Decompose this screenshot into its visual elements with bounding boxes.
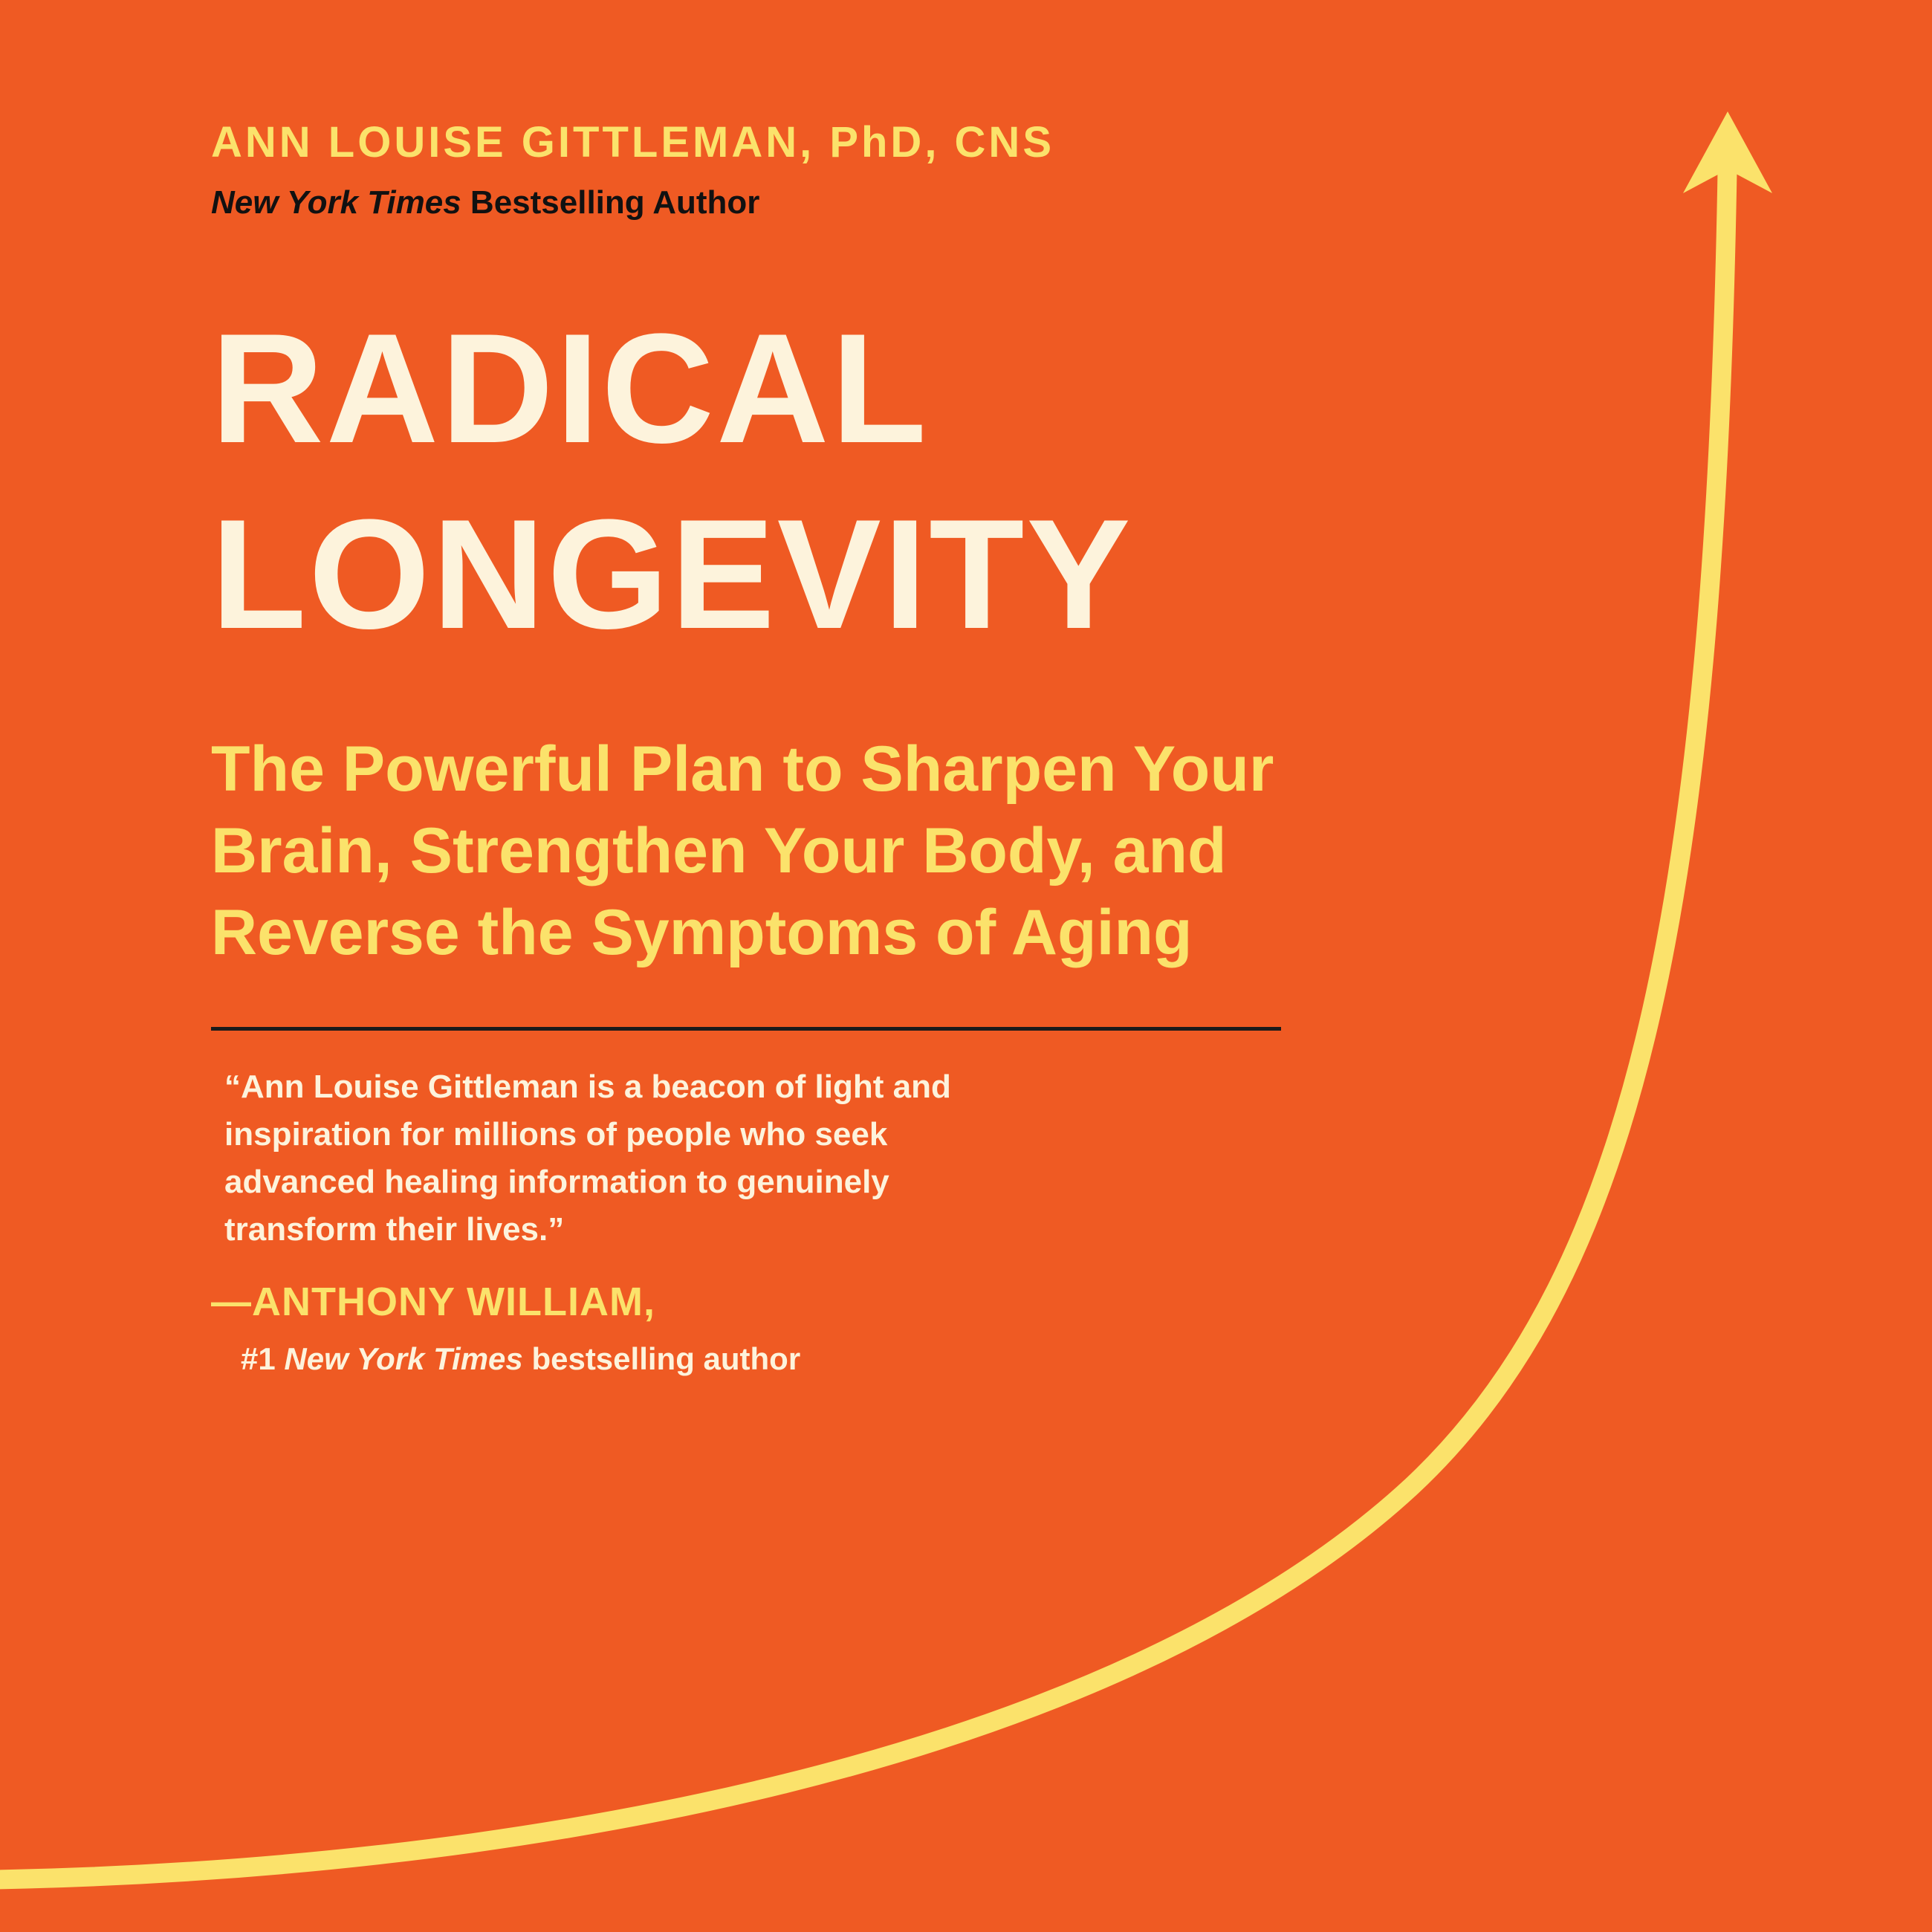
author-name: ANN LOUISE GITTLEMAN, PhD, CNS (211, 118, 1054, 166)
cover-text-block (211, 119, 1326, 1377)
title-line-2: LONGEVITY (211, 486, 1133, 661)
subtitle: The Powerful Plan to Sharpen Your Brain, Strengthen Your Body, and Reverse the Symptoms of Aging (211, 733, 1274, 969)
divider (211, 1027, 1281, 1031)
page-title (211, 300, 1326, 661)
bestseller-publication: New York Times (211, 184, 461, 221)
attribution-rank: #1 (241, 1341, 285, 1376)
attribution-suffix: bestselling author (522, 1341, 801, 1376)
title-line-1: RADICAL (211, 300, 929, 476)
endorsement-quote: “Ann Louise Gittleman is a beacon of light and inspiration for millions of people who seek advanced healing information to genuinely transform their lives.” (224, 1069, 951, 1248)
attribution-publication: New York Times (284, 1341, 523, 1376)
endorsement-attribution-credit (241, 1341, 1326, 1377)
endorsement-attribution: —ANTHONY WILLIAM, (211, 1279, 655, 1324)
bestseller-suffix: Bestselling Author (461, 184, 760, 221)
bestseller-credit (211, 184, 1326, 221)
